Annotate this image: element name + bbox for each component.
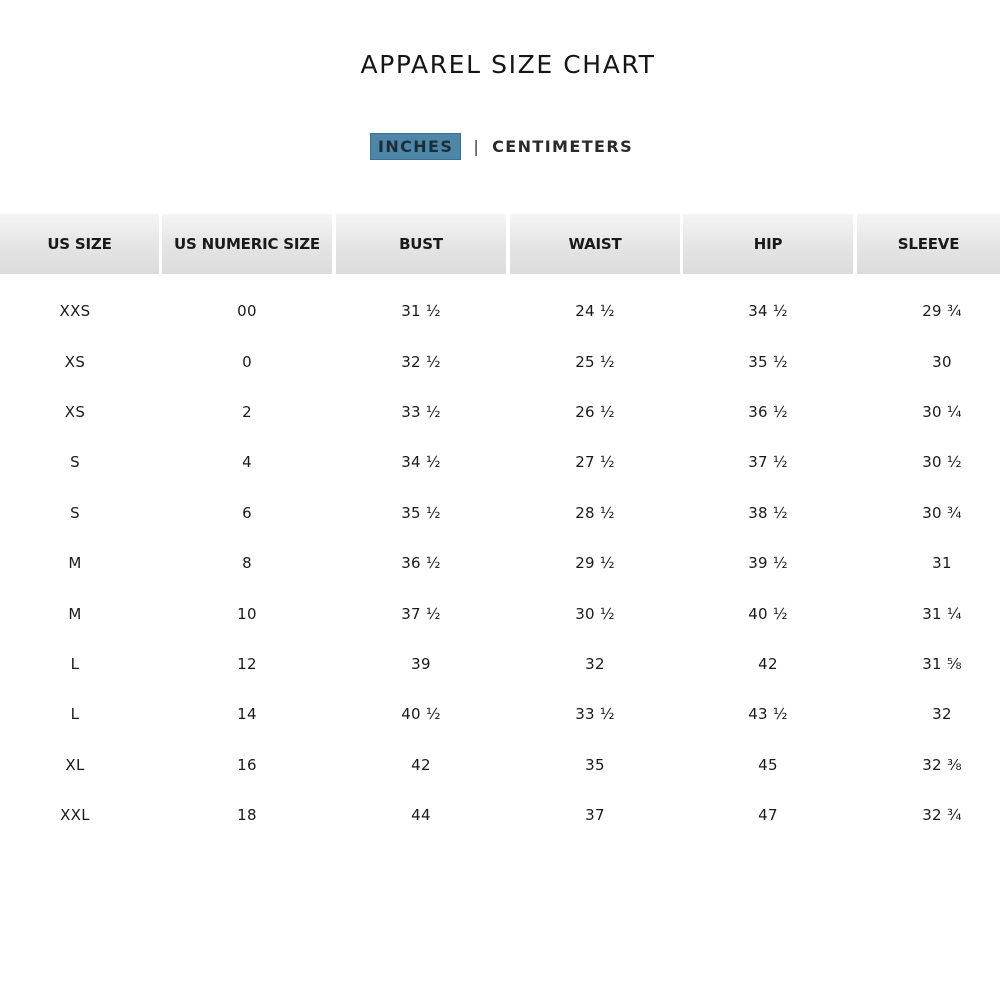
header-waist: WAIST	[510, 214, 680, 274]
cell-hip: 36 ½	[748, 402, 788, 421]
cell-numeric-size: 6	[242, 503, 252, 522]
cell-us-size: S	[70, 453, 80, 472]
cell-waist: 27 ½	[575, 453, 615, 472]
cell-hip: 47	[758, 806, 778, 825]
cell-numeric-size: 16	[237, 755, 257, 774]
table-row	[0, 689, 1000, 739]
table-row	[0, 437, 1000, 487]
cell-hip: 37 ½	[748, 453, 788, 472]
cell-bust: 39	[411, 654, 431, 673]
unit-separator: |	[473, 137, 481, 156]
cell-us-size: L	[70, 654, 80, 673]
table-row	[0, 387, 1000, 437]
cell-numeric-size: 18	[237, 806, 257, 825]
cell-waist: 33 ½	[575, 705, 615, 724]
cell-waist: 35	[585, 755, 605, 774]
centimeters-tab[interactable]: CENTIMETERS	[492, 137, 633, 156]
cell-waist: 32	[585, 654, 605, 673]
cell-sleeve: 30	[932, 352, 952, 371]
cell-sleeve: 32	[932, 705, 952, 724]
cell-waist: 30 ½	[575, 604, 615, 623]
cell-bust: 31 ½	[401, 302, 441, 321]
cell-us-size: S	[70, 503, 80, 522]
cell-sleeve: 32 ¾	[922, 806, 962, 825]
header-hip: HIP	[683, 214, 853, 274]
cell-numeric-size: 4	[242, 453, 252, 472]
cell-hip: 35 ½	[748, 352, 788, 371]
cell-sleeve: 32 ⅜	[922, 755, 962, 774]
cell-hip: 43 ½	[748, 705, 788, 724]
inches-tab[interactable]: INCHES	[370, 133, 461, 160]
cell-sleeve: 30 ½	[922, 453, 962, 472]
table-row	[0, 488, 1000, 538]
cell-us-size: XXL	[60, 806, 90, 825]
cell-numeric-size: 12	[237, 654, 257, 673]
cell-bust: 33 ½	[401, 402, 441, 421]
cell-hip: 38 ½	[748, 503, 788, 522]
cell-sleeve: 29 ¾	[922, 302, 962, 321]
cell-numeric-size: 14	[237, 705, 257, 724]
cell-numeric-size: 10	[237, 604, 257, 623]
table-row	[0, 740, 1000, 790]
cell-waist: 25 ½	[575, 352, 615, 371]
cell-bust: 42	[411, 755, 431, 774]
cell-us-size: L	[70, 705, 80, 724]
cell-bust: 36 ½	[401, 554, 441, 573]
cell-bust: 34 ½	[401, 453, 441, 472]
cell-waist: 37	[585, 806, 605, 825]
cell-us-size: XXS	[59, 302, 91, 321]
cell-sleeve: 31 ¼	[922, 604, 962, 623]
cell-numeric-size: 8	[242, 554, 252, 573]
cell-us-size: XS	[64, 402, 86, 421]
cell-numeric-size: 00	[237, 302, 257, 321]
cell-hip: 34 ½	[748, 302, 788, 321]
cell-hip: 42	[758, 654, 778, 673]
cell-waist: 24 ½	[575, 302, 615, 321]
table-body	[0, 286, 1000, 840]
cell-bust: 35 ½	[401, 503, 441, 522]
cell-bust: 44	[411, 806, 431, 825]
cell-us-size: M	[68, 604, 82, 623]
cell-hip: 39 ½	[748, 554, 788, 573]
cell-hip: 40 ½	[748, 604, 788, 623]
cell-bust: 37 ½	[401, 604, 441, 623]
cell-waist: 28 ½	[575, 503, 615, 522]
unit-toggle	[0, 133, 1000, 160]
header-bust: BUST	[336, 214, 506, 274]
table-row	[0, 286, 1000, 336]
cell-hip: 45	[758, 755, 778, 774]
cell-numeric-size: 0	[242, 352, 252, 371]
table-row	[0, 588, 1000, 638]
table-header	[0, 214, 1000, 274]
header-us-numeric-size: US NUMERIC SIZE	[162, 214, 332, 274]
cell-us-size: M	[68, 554, 82, 573]
cell-sleeve: 31 ⅝	[922, 654, 962, 673]
table-row	[0, 538, 1000, 588]
cell-bust: 32 ½	[401, 352, 441, 371]
cell-bust: 40 ½	[401, 705, 441, 724]
table-row	[0, 336, 1000, 386]
cell-sleeve: 30 ¾	[922, 503, 962, 522]
cell-waist: 26 ½	[575, 402, 615, 421]
table-row	[0, 639, 1000, 689]
cell-sleeve: 31	[932, 554, 952, 573]
table-row	[0, 790, 1000, 840]
page-title: APPAREL SIZE CHART	[360, 50, 656, 79]
cell-sleeve: 30 ¼	[922, 402, 962, 421]
cell-us-size: XL	[65, 755, 85, 774]
header-us-size: US SIZE	[0, 214, 159, 274]
cell-numeric-size: 2	[242, 402, 252, 421]
cell-waist: 29 ½	[575, 554, 615, 573]
header-sleeve: SLEEVE	[857, 214, 1000, 274]
cell-us-size: XS	[64, 352, 86, 371]
